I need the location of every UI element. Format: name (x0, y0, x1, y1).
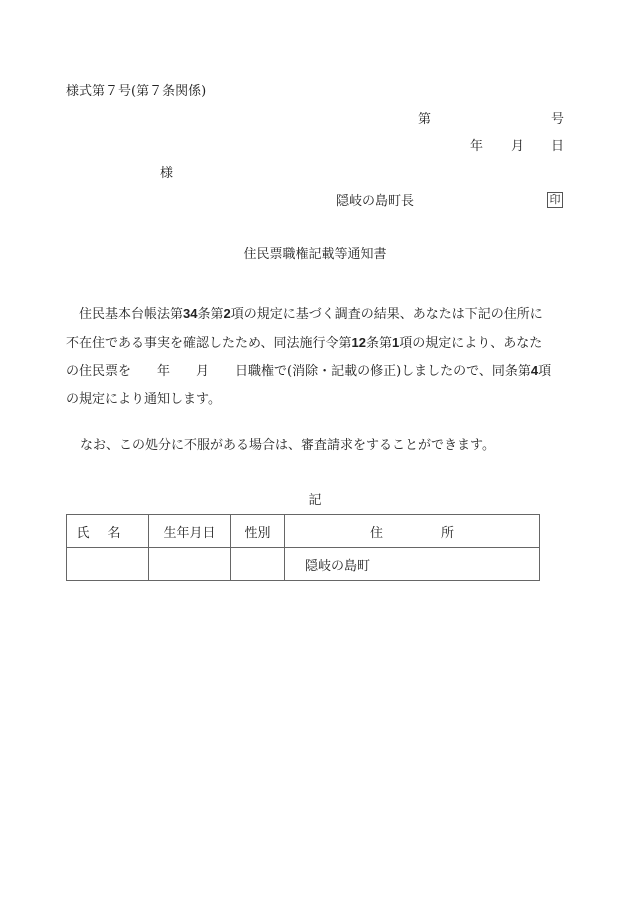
date-day-label: 日 (551, 139, 565, 154)
table-row (67, 548, 540, 581)
text: 住民基本台帳法第 (66, 307, 184, 322)
article-number: 12 (351, 334, 366, 350)
body-paragraph (66, 300, 566, 413)
text: 不在住である事実を確認したため、同法施行令第 (66, 335, 352, 351)
paragraph-number: 1 (391, 334, 400, 350)
seal-icon: 印 (547, 192, 563, 208)
cell-sex (231, 548, 285, 581)
body-line-3 (66, 357, 566, 386)
cell-address: 隠岐の島町 (285, 548, 540, 581)
date-month-label: 月 (511, 139, 525, 154)
body-line-1 (66, 300, 566, 329)
text: 条第 (197, 307, 224, 322)
text: しましたので、同条第 (401, 364, 531, 379)
text: 項の規定により、あなた (399, 335, 543, 351)
paragraph-number: 4 (530, 363, 539, 378)
header-label: 住所 (369, 525, 512, 541)
issuer-name: 隠岐の島町長 (336, 194, 415, 209)
record-heading: 記 (308, 493, 322, 508)
text: の住民票を 年 月 日職権で (66, 364, 288, 379)
form-label: 様式第７号(第７条関係) (66, 84, 207, 99)
cell-name (67, 548, 149, 581)
text: 項 (538, 364, 552, 379)
appeal-note: なお、この処分に不服がある場合は、審査請求をすることができます。 (80, 438, 495, 453)
header-address (285, 515, 540, 548)
paragraph-number: 2 (223, 306, 231, 321)
date-year-label: 年 (470, 139, 484, 154)
document-number-prefix: 第 (418, 112, 432, 127)
text: 条第 (365, 335, 392, 351)
addressee-suffix: 様 (160, 166, 174, 181)
table-header-row (67, 515, 540, 548)
body-line-2 (66, 329, 566, 358)
document-number-suffix: 号 (551, 112, 565, 127)
document-title: 住民票職権記載等通知書 (243, 247, 387, 262)
header-sex: 性別 (231, 515, 285, 548)
cell-birthdate (149, 548, 231, 581)
header-name (67, 515, 149, 548)
article-number: 34 (183, 306, 198, 321)
resident-table (66, 514, 540, 581)
text: 項の規定に基づく調査の結果、あなたは下記の住所に (230, 307, 543, 322)
body-line-4: の規定により通知します。 (66, 391, 221, 407)
action-options: (消除・記載の修正) (287, 364, 402, 379)
header-birthdate: 生年月日 (149, 515, 231, 548)
header-label: 氏名 (76, 525, 139, 541)
